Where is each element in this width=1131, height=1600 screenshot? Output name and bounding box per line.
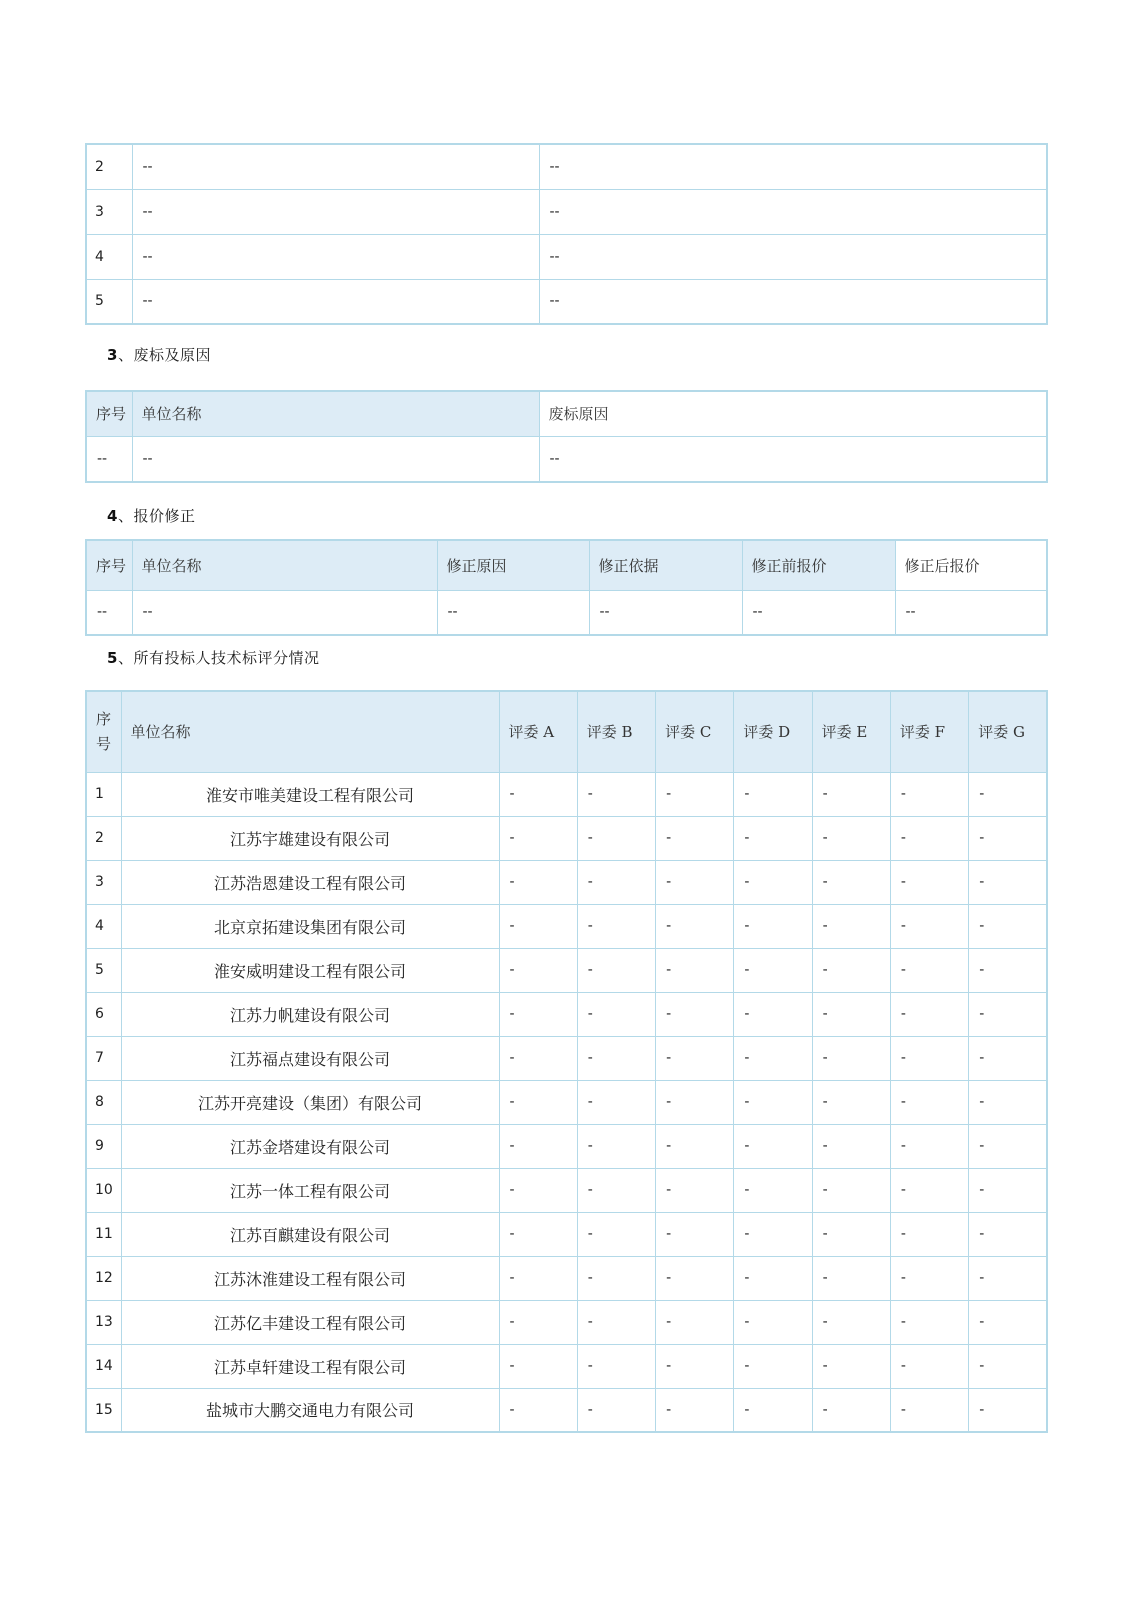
data-table <box>85 539 1048 636</box>
table-cell: - <box>656 1212 734 1256</box>
table-cell: - <box>734 772 812 816</box>
row-number-cell: 10 <box>86 1168 121 1212</box>
unit-name-cell: 江苏力帆建设有限公司 <box>121 992 499 1036</box>
column-header: 废标原因 <box>539 391 1047 436</box>
unit-name-cell: 淮安市唯美建设工程有限公司 <box>121 772 499 816</box>
unit-name-cell: 江苏开亮建设（集团）有限公司 <box>121 1080 499 1124</box>
table-row <box>86 1212 1047 1256</box>
table-cell: - <box>969 1388 1047 1432</box>
column-header: 评委 A <box>499 691 577 772</box>
row-number-cell: 5 <box>86 279 132 324</box>
table-cell: - <box>812 860 890 904</box>
table-cell: - <box>577 1036 655 1080</box>
table-cell: - <box>890 992 968 1036</box>
unit-name-cell: 江苏福点建设有限公司 <box>121 1036 499 1080</box>
table-cell: -- <box>132 189 539 234</box>
table-cell: - <box>656 904 734 948</box>
column-header: 单位名称 <box>132 540 437 590</box>
table-cell: - <box>577 1388 655 1432</box>
unit-name-cell: 江苏沐淮建设工程有限公司 <box>121 1256 499 1300</box>
table-cell: -- <box>539 279 1047 324</box>
table-cell: - <box>499 1080 577 1124</box>
row-number-cell: 8 <box>86 1080 121 1124</box>
table-row <box>86 436 1047 482</box>
table-row <box>86 948 1047 992</box>
table-cell: - <box>969 816 1047 860</box>
unit-name-cell: 江苏浩恩建设工程有限公司 <box>121 860 499 904</box>
table-cell: - <box>890 948 968 992</box>
table-cell: - <box>734 1344 812 1388</box>
row-number-cell: 4 <box>86 904 121 948</box>
table-cell: -- <box>86 436 132 482</box>
table-cell: - <box>890 1124 968 1168</box>
row-number-cell: 2 <box>86 816 121 860</box>
unit-name-cell: 江苏一体工程有限公司 <box>121 1168 499 1212</box>
table-cell: - <box>656 816 734 860</box>
table-cell: - <box>734 1036 812 1080</box>
table-cell: - <box>499 1300 577 1344</box>
table-cell: - <box>577 1212 655 1256</box>
heading-number: 4 <box>107 507 118 525</box>
table-row <box>86 860 1047 904</box>
table-row <box>86 1300 1047 1344</box>
table-cell: - <box>577 1300 655 1344</box>
table-cell: - <box>812 948 890 992</box>
table-row <box>86 904 1047 948</box>
table-cell: - <box>812 1344 890 1388</box>
heading-title: 、报价修正 <box>117 507 196 525</box>
row-number-cell: 6 <box>86 992 121 1036</box>
table-cell: - <box>656 1036 734 1080</box>
column-header: 评委 E <box>812 691 890 772</box>
unit-name-cell: 江苏亿丰建设工程有限公司 <box>121 1300 499 1344</box>
table-cell: - <box>577 1124 655 1168</box>
table-cell: - <box>734 1212 812 1256</box>
data-table <box>85 690 1048 1433</box>
table-row <box>86 234 1047 279</box>
unit-name-cell: 北京京拓建设集团有限公司 <box>121 904 499 948</box>
table-cell: - <box>734 992 812 1036</box>
column-header: 序号 <box>86 691 121 772</box>
column-header: 评委 F <box>890 691 968 772</box>
table-cell: - <box>969 1256 1047 1300</box>
table-cell: - <box>812 1388 890 1432</box>
table-cell: - <box>734 1124 812 1168</box>
table-cell: - <box>890 904 968 948</box>
table-cell: -- <box>539 189 1047 234</box>
table-cell: - <box>890 1036 968 1080</box>
column-header: 评委 B <box>577 691 655 772</box>
bid-table-continuation <box>85 143 1048 325</box>
table-cell: -- <box>86 590 132 635</box>
unit-name-cell: 江苏卓轩建设工程有限公司 <box>121 1344 499 1388</box>
table-cell: - <box>969 860 1047 904</box>
table-cell: -- <box>539 234 1047 279</box>
table-row <box>86 1168 1047 1212</box>
table-cell: -- <box>437 590 589 635</box>
table-cell: -- <box>539 436 1047 482</box>
table-cell: - <box>499 1256 577 1300</box>
table-row <box>86 1388 1047 1432</box>
table-cell: - <box>499 1344 577 1388</box>
table-cell: - <box>969 772 1047 816</box>
table-cell: - <box>890 1080 968 1124</box>
table-cell: - <box>656 1344 734 1388</box>
table-cell: - <box>734 948 812 992</box>
table-cell: - <box>656 1256 734 1300</box>
table-row <box>86 189 1047 234</box>
rejected-bids-table <box>85 390 1048 483</box>
table-cell: - <box>577 772 655 816</box>
table-row <box>86 1344 1047 1388</box>
table-cell: - <box>656 1080 734 1124</box>
table-cell: - <box>499 1388 577 1432</box>
table-cell: - <box>969 948 1047 992</box>
table-cell: - <box>734 1080 812 1124</box>
table-cell: - <box>656 992 734 1036</box>
table-row <box>86 816 1047 860</box>
table-cell: - <box>499 816 577 860</box>
table-cell: - <box>734 1388 812 1432</box>
table-cell: - <box>812 1124 890 1168</box>
table-cell: - <box>969 1080 1047 1124</box>
table-cell: - <box>577 992 655 1036</box>
header-row <box>86 391 1047 436</box>
row-number-cell: 7 <box>86 1036 121 1080</box>
table-cell: - <box>656 1388 734 1432</box>
table-cell: - <box>499 860 577 904</box>
table-cell: - <box>656 1124 734 1168</box>
table-row <box>86 590 1047 635</box>
row-number-cell: 12 <box>86 1256 121 1300</box>
table-cell: - <box>890 860 968 904</box>
table-cell: - <box>890 1388 968 1432</box>
section-heading-price-correction <box>107 505 195 527</box>
table-cell: - <box>969 1212 1047 1256</box>
column-header: 序号 <box>86 391 132 436</box>
table-cell: - <box>499 1036 577 1080</box>
table-cell: - <box>969 1124 1047 1168</box>
table-cell: - <box>577 1080 655 1124</box>
column-header: 修正依据 <box>589 540 742 590</box>
table-cell: -- <box>132 234 539 279</box>
table-cell: -- <box>539 144 1047 189</box>
table-cell: - <box>812 904 890 948</box>
table-cell: - <box>577 904 655 948</box>
table-cell: - <box>890 1168 968 1212</box>
column-header: 评委 D <box>734 691 812 772</box>
table-row <box>86 772 1047 816</box>
heading-title: 、废标及原因 <box>117 346 211 364</box>
table-cell: - <box>969 1036 1047 1080</box>
row-number-cell: 3 <box>86 860 121 904</box>
table-cell: - <box>969 904 1047 948</box>
header-row <box>86 540 1047 590</box>
row-number-cell: 9 <box>86 1124 121 1168</box>
table-cell: - <box>499 1168 577 1212</box>
table-cell: - <box>812 1212 890 1256</box>
row-number-cell: 4 <box>86 234 132 279</box>
table-cell: - <box>577 1168 655 1212</box>
data-table <box>85 143 1048 325</box>
table-cell: - <box>890 772 968 816</box>
table-row <box>86 144 1047 189</box>
table-cell: - <box>734 1256 812 1300</box>
unit-name-cell: 江苏金塔建设有限公司 <box>121 1124 499 1168</box>
table-cell: -- <box>132 144 539 189</box>
row-number-cell: 11 <box>86 1212 121 1256</box>
table-cell: - <box>656 772 734 816</box>
table-cell: - <box>577 860 655 904</box>
technical-score-table <box>85 690 1048 1433</box>
column-header: 序号 <box>86 540 132 590</box>
column-header: 修正前报价 <box>742 540 895 590</box>
column-header: 单位名称 <box>132 391 539 436</box>
heading-title: 、所有投标人技术标评分情况 <box>117 649 320 667</box>
table-cell: - <box>812 1300 890 1344</box>
table-cell: - <box>812 1036 890 1080</box>
table-cell: - <box>577 1344 655 1388</box>
column-header: 单位名称 <box>121 691 499 772</box>
table-row <box>86 1256 1047 1300</box>
table-cell: - <box>656 1300 734 1344</box>
table-cell: - <box>812 992 890 1036</box>
unit-name-cell: 淮安威明建设工程有限公司 <box>121 948 499 992</box>
table-row <box>86 1124 1047 1168</box>
table-cell: - <box>499 992 577 1036</box>
unit-name-cell: 江苏百麒建设有限公司 <box>121 1212 499 1256</box>
row-number-cell: 2 <box>86 144 132 189</box>
table-cell: - <box>499 772 577 816</box>
table-cell: - <box>890 816 968 860</box>
row-number-cell: 15 <box>86 1388 121 1432</box>
column-header: 评委 G <box>969 691 1047 772</box>
table-cell: -- <box>742 590 895 635</box>
table-cell: - <box>890 1344 968 1388</box>
section-heading-technical-scores <box>107 647 319 669</box>
row-number-cell: 14 <box>86 1344 121 1388</box>
table-cell: - <box>812 1168 890 1212</box>
table-cell: -- <box>132 279 539 324</box>
table-cell: - <box>969 1300 1047 1344</box>
column-header: 评委 C <box>656 691 734 772</box>
table-cell: - <box>734 904 812 948</box>
table-cell: - <box>890 1212 968 1256</box>
table-cell: - <box>890 1256 968 1300</box>
table-row <box>86 1036 1047 1080</box>
table-cell: - <box>734 816 812 860</box>
table-row <box>86 279 1047 324</box>
table-cell: - <box>812 1256 890 1300</box>
row-number-cell: 1 <box>86 772 121 816</box>
table-cell: - <box>656 948 734 992</box>
table-cell: - <box>969 1168 1047 1212</box>
heading-number: 5 <box>107 649 118 667</box>
table-cell: - <box>812 816 890 860</box>
column-header: 修正原因 <box>437 540 589 590</box>
data-table <box>85 390 1048 483</box>
table-cell: - <box>734 1168 812 1212</box>
column-header: 修正后报价 <box>895 540 1047 590</box>
table-cell: - <box>812 1080 890 1124</box>
table-cell: - <box>969 992 1047 1036</box>
table-cell: - <box>577 816 655 860</box>
table-cell: - <box>734 1300 812 1344</box>
table-cell: - <box>734 860 812 904</box>
table-cell: - <box>499 948 577 992</box>
table-cell: - <box>577 1256 655 1300</box>
header-row <box>86 691 1047 772</box>
heading-number: 3 <box>107 346 118 364</box>
table-cell: - <box>656 860 734 904</box>
row-number-cell: 5 <box>86 948 121 992</box>
table-cell: - <box>656 1168 734 1212</box>
table-cell: -- <box>132 436 539 482</box>
table-cell: - <box>499 1124 577 1168</box>
table-row <box>86 992 1047 1036</box>
table-cell: - <box>890 1300 968 1344</box>
table-cell: -- <box>589 590 742 635</box>
table-cell: - <box>577 948 655 992</box>
table-cell: -- <box>895 590 1047 635</box>
table-row <box>86 1080 1047 1124</box>
unit-name-cell: 盐城市大鹏交通电力有限公司 <box>121 1388 499 1432</box>
row-number-cell: 13 <box>86 1300 121 1344</box>
table-cell: - <box>499 904 577 948</box>
table-cell: - <box>812 772 890 816</box>
table-cell: -- <box>132 590 437 635</box>
section-heading-rejected-bids <box>107 344 211 366</box>
price-correction-table <box>85 539 1048 636</box>
row-number-cell: 3 <box>86 189 132 234</box>
table-cell: - <box>499 1212 577 1256</box>
unit-name-cell: 江苏宇雄建设有限公司 <box>121 816 499 860</box>
table-cell: - <box>969 1344 1047 1388</box>
